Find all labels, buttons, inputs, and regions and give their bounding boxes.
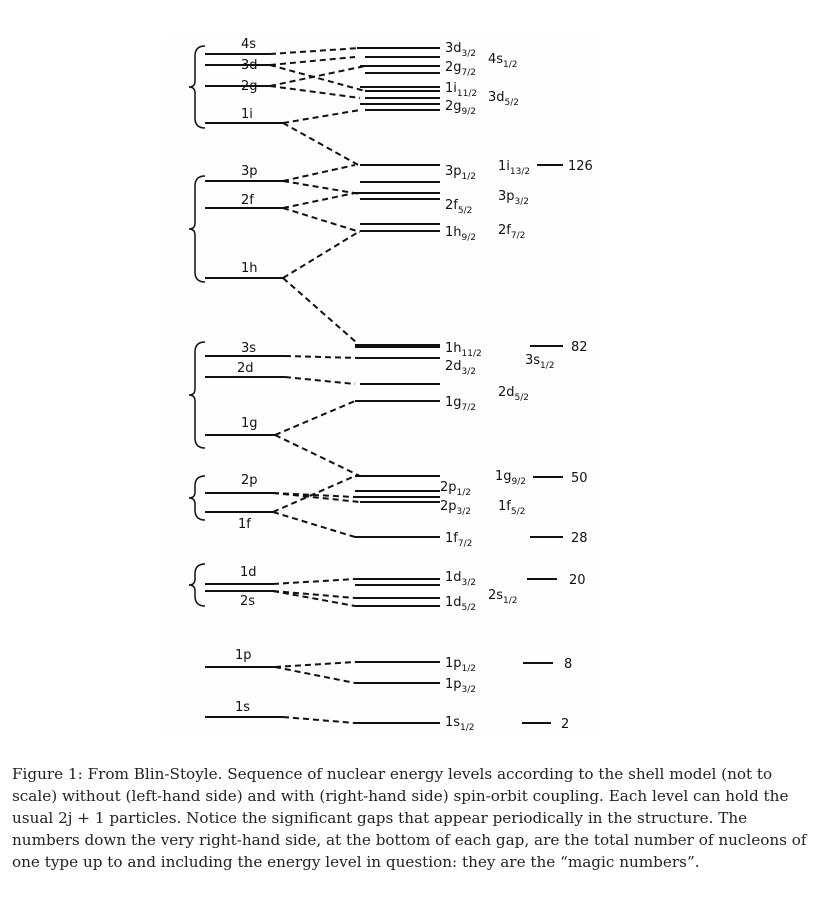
split-level-label-2g-7-2: $2g_{7/2}$ [445, 60, 477, 78]
left-level-label-1h: 1h [241, 261, 258, 276]
coupling-connector-21 [273, 579, 355, 584]
group-brace-2 [189, 342, 205, 448]
coupling-connector-16 [275, 435, 360, 476]
coupling-connector-24 [275, 662, 355, 667]
right-level-label-1i-13-2: $1i_{13/2}$ [498, 159, 531, 177]
left-level-label-1g: 1g [241, 416, 258, 431]
left-level-label-2g: 2g [241, 79, 258, 94]
coupling-connector-26 [283, 717, 355, 723]
coupling-connector-23 [273, 591, 355, 598]
split-level-label-2p-1-2: $2p_{1/2}$ [440, 480, 472, 498]
right-level-label-2f-7-2: $2f_{7/2}$ [498, 223, 526, 241]
magic-number-8: 8 [564, 657, 573, 672]
caption-text: Figure 1: From Blin-Stoyle. Sequence of nuclear energy levels according to the shell model (not to scale) without (left-hand side) and with (right-hand side) spin-orbit coupling. Each level can hold the usual 2j + 1 particles. Notice the significant gaps that appear periodically in the structure. The numbers down the very right-hand side, at the bottom of each gap, are the total number of nucleons of one type up to and including the energy level in question: they are the “magic numbers”. [12, 765, 807, 871]
split-level-label-1d-5-2: $1d_{5/2}$ [445, 595, 477, 613]
split-level-label-1g-7-2: $1g_{7/2}$ [445, 395, 477, 413]
split-level-label-2d-3-2: $2d_{3/2}$ [445, 359, 477, 377]
group-brace-3 [189, 476, 205, 520]
right-level-label-1f-5-2: $1f_{5/2}$ [498, 499, 526, 517]
coupling-connector-15 [275, 401, 355, 435]
coupling-connector-2 [270, 57, 355, 65]
coupling-connector-5 [283, 110, 360, 123]
split-level-label-1i-11-2: $1i_{11/2}$ [445, 81, 478, 99]
split-level-label-2g-9-2: $2g_{9/2}$ [445, 99, 477, 117]
split-level-label-1p-3-2: $1p_{3/2}$ [445, 677, 477, 695]
left-level-label-3d: 3d [241, 58, 258, 73]
coupling-connector-22 [273, 591, 355, 606]
left-level-label-3p: 3p [241, 164, 258, 179]
magic-number-50: 50 [571, 471, 588, 486]
coupling-connector-14 [285, 377, 355, 384]
left-level-label-2p: 2p [241, 473, 258, 488]
split-level-label-1h-9-2: $1h_{9/2}$ [445, 225, 476, 243]
split-level-label-1p-1-2: $1p_{1/2}$ [445, 656, 477, 674]
left-level-label-3s: 3s [241, 341, 257, 356]
coupling-connector-9 [283, 193, 355, 208]
left-level-label-1f: 1f [238, 517, 251, 532]
right-level-label-1g-9-2: $1g_{9/2}$ [495, 469, 527, 487]
right-level-label-2d-5-2: $2d_{5/2}$ [498, 385, 530, 403]
split-level-label-1d-3-2: $1d_{3/2}$ [445, 570, 477, 588]
group-brace-4 [189, 564, 205, 606]
group-brace-0 [189, 46, 205, 128]
coupling-connector-4 [270, 86, 360, 98]
magic-number-126: 126 [568, 159, 593, 174]
left-level-label-2s: 2s [240, 594, 256, 609]
split-level-label-1s-1-2: $1s_{1/2}$ [445, 715, 475, 733]
shell-model-figure [165, 36, 597, 736]
magic-number-2: 2 [561, 717, 570, 732]
coupling-connector-25 [275, 667, 355, 683]
magic-number-82: 82 [571, 340, 588, 355]
coupling-connector-10 [283, 208, 360, 232]
coupling-connector-0 [270, 48, 360, 54]
split-level-label-3d-3-2: $3d_{3/2}$ [445, 41, 477, 59]
coupling-connector-7 [283, 181, 360, 194]
right-level-label-3d-5-2: $3d_{5/2}$ [488, 90, 520, 108]
left-level-label-2d: 2d [237, 361, 254, 376]
figure-caption [12, 763, 818, 873]
left-level-label-1p: 1p [235, 648, 252, 663]
coupling-connector-12 [283, 278, 357, 343]
coupling-connector-6 [283, 123, 360, 166]
split-level-label-3p-1-2: $3p_{1/2}$ [445, 164, 477, 182]
left-level-label-4s: 4s [241, 37, 257, 52]
coupling-connector-13 [285, 356, 360, 358]
left-level-label-1s: 1s [235, 700, 251, 715]
energy-level-diagram [165, 36, 597, 736]
right-level-label-4s-1-2: $4s_{1/2}$ [488, 52, 518, 70]
coupling-connector-11 [283, 231, 360, 278]
magic-number-28: 28 [571, 531, 588, 546]
split-level-label-1h-11-2: $1h_{11/2}$ [445, 341, 482, 359]
coupling-connector-8 [283, 165, 355, 181]
left-level-label-1i: 1i [241, 107, 253, 122]
right-level-label-3s-1-2: $3s_{1/2}$ [525, 353, 555, 371]
magic-number-20: 20 [569, 573, 586, 588]
split-level-label-2p-3-2: $2p_{3/2}$ [440, 499, 472, 517]
group-brace-1 [189, 176, 205, 282]
coupling-connector-20 [273, 512, 355, 537]
split-level-label-1f-7-2: $1f_{7/2}$ [445, 531, 473, 549]
left-level-label-2f: 2f [241, 193, 254, 208]
right-level-label-2s-1-2: $2s_{1/2}$ [488, 588, 518, 606]
right-level-label-3p-3-2: $3p_{3/2}$ [498, 189, 530, 207]
split-level-label-2f-5-2: $2f_{5/2}$ [445, 198, 473, 216]
left-level-label-1d: 1d [240, 565, 257, 580]
